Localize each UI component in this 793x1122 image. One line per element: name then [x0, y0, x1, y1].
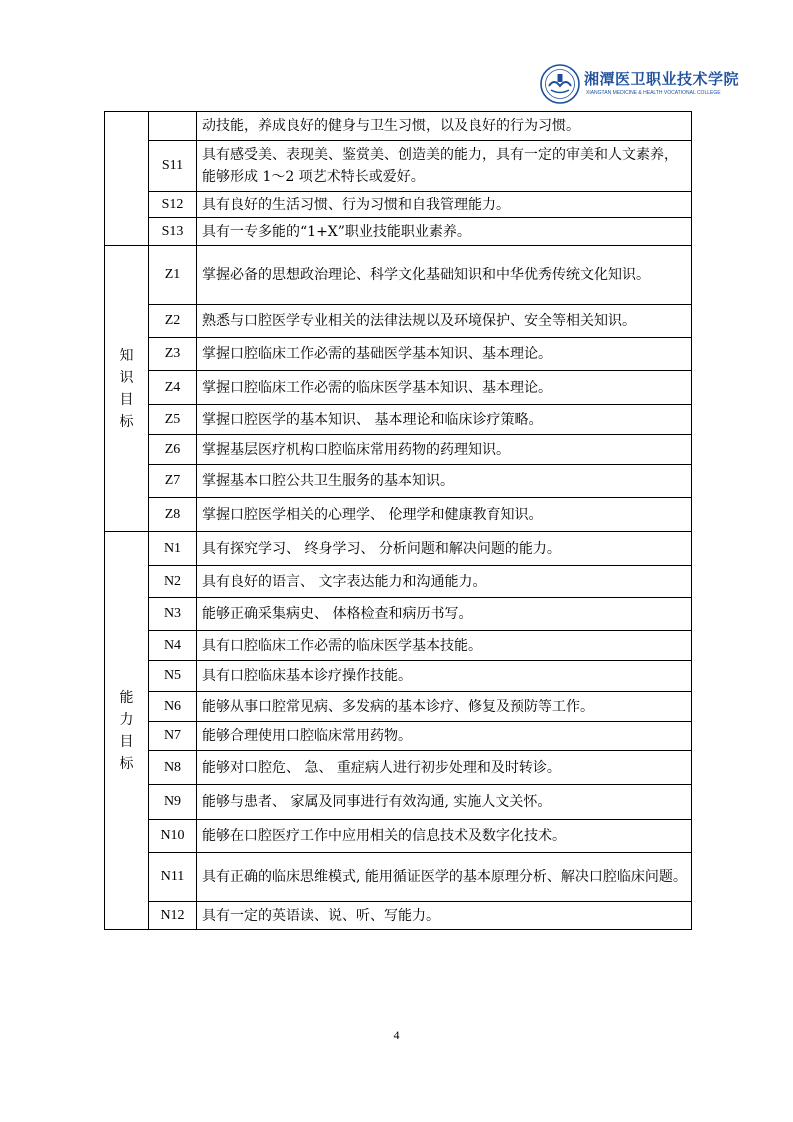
code-cell: Z2: [149, 305, 197, 338]
description-cell: 能够合理使用口腔临床常用药物。: [197, 722, 692, 751]
category-char: 知: [119, 347, 134, 364]
category-cell-knowledge: [105, 246, 149, 532]
description-cell: 具有感受美、表现美、鉴赏美、创造美的能力，具有一定的审美和人文素养，能够形成 1～2 项艺术特长或爱好。: [197, 141, 692, 192]
description-cell: 具有良好的生活习惯、行为习惯和自我管理能力。: [197, 192, 692, 218]
code-cell: Z6: [149, 435, 197, 465]
description-cell: 具有良好的语言、 文字表达能力和沟通能力。: [197, 566, 692, 598]
table-row: [105, 371, 692, 405]
table-row: [105, 305, 692, 338]
table-row: [105, 532, 692, 566]
table-row: [105, 112, 692, 141]
table-row: [105, 722, 692, 751]
description-cell: 具有正确的临床思维模式, 能用循证医学的基本原理分析、解决口腔临床问题。: [197, 853, 692, 902]
description-cell: 掌握口腔医学的基本知识、 基本理论和临床诊疗策略。: [197, 405, 692, 435]
code-cell: Z7: [149, 465, 197, 498]
college-english-name: XIANGTAN MEDICINE & HEALTH VOCATIONAL COLLEGE: [586, 90, 721, 96]
code-cell: S11: [149, 141, 197, 192]
category-char: 能: [119, 689, 134, 706]
code-cell: N4: [149, 631, 197, 661]
description-cell: 具有口腔临床基本诊疗操作技能。: [197, 661, 692, 692]
description-cell: 动技能，养成良好的健身与卫生习惯，以及良好的行为习惯。: [197, 112, 692, 141]
college-logo: [540, 64, 755, 106]
table-row: [105, 598, 692, 631]
description-cell: 能够对口腔危、 急、 重症病人进行初步处理和及时转诊。: [197, 751, 692, 785]
table-row: [105, 141, 692, 192]
table-row: [105, 435, 692, 465]
description-cell: 具有一专多能的“1+X”职业技能职业素养。: [197, 218, 692, 246]
description-cell: 掌握口腔临床工作必需的基础医学基本知识、基本理论。: [197, 338, 692, 371]
description-cell: 掌握基本口腔公共卫生服务的基本知识。: [197, 465, 692, 498]
category-char: 目: [119, 391, 134, 408]
description-cell: 掌握口腔医学相关的心理学、 伦理学和健康教育知识。: [197, 498, 692, 532]
goals-table-body: [105, 112, 692, 930]
code-cell: N11: [149, 853, 197, 902]
code-cell: Z3: [149, 338, 197, 371]
college-name: 湘潭医卫职业技术学院: [584, 70, 740, 88]
code-cell: [149, 112, 197, 141]
table-row: [105, 751, 692, 785]
table-row: [105, 218, 692, 246]
code-cell: N3: [149, 598, 197, 631]
code-cell: S13: [149, 218, 197, 246]
page-number: 4: [393, 1028, 400, 1042]
description-cell: 能够正确采集病史、 体格检查和病历书写。: [197, 598, 692, 631]
table-row: [105, 465, 692, 498]
code-cell: N12: [149, 902, 197, 930]
table-row: [105, 405, 692, 435]
description-cell: 能够在口腔医疗工作中应用相关的信息技术及数字化技术。: [197, 820, 692, 853]
table-row: [105, 692, 692, 722]
table-row: [105, 338, 692, 371]
table-row: [105, 785, 692, 820]
college-seal-icon: [540, 64, 580, 104]
category-cell-ability: [105, 532, 149, 930]
table-row: [105, 661, 692, 692]
code-cell: N5: [149, 661, 197, 692]
table-row: [105, 498, 692, 532]
code-cell: S12: [149, 192, 197, 218]
category-cell-quality: [105, 112, 149, 246]
category-char: 标: [119, 413, 134, 430]
table-row: [105, 566, 692, 598]
code-cell: N7: [149, 722, 197, 751]
code-cell: Z1: [149, 246, 197, 305]
code-cell: N1: [149, 532, 197, 566]
description-cell: 能够从事口腔常见病、多发病的基本诊疗、修复及预防等工作。: [197, 692, 692, 722]
code-cell: N2: [149, 566, 197, 598]
category-char: 标: [119, 755, 134, 772]
code-cell: Z4: [149, 371, 197, 405]
description-cell: 具有探究学习、 终身学习、 分析问题和解决问题的能力。: [197, 532, 692, 566]
category-char: 识: [119, 369, 134, 386]
code-cell: Z5: [149, 405, 197, 435]
description-cell: 掌握基层医疗机构口腔临床常用药物的药理知识。: [197, 435, 692, 465]
description-cell: 熟悉与口腔医学专业相关的法律法规以及环境保护、安全等相关知识。: [197, 305, 692, 338]
code-cell: N8: [149, 751, 197, 785]
category-char: 目: [119, 733, 134, 750]
code-cell: N9: [149, 785, 197, 820]
description-cell: 掌握必备的思想政治理论、科学文化基础知识和中华优秀传统文化知识。: [197, 246, 692, 305]
table-row: [105, 631, 692, 661]
table-row: [105, 246, 692, 305]
code-cell: N6: [149, 692, 197, 722]
code-cell: Z8: [149, 498, 197, 532]
description-cell: 具有一定的英语读、说、听、写能力。: [197, 902, 692, 930]
table-row: [105, 853, 692, 902]
category-char: 力: [119, 711, 134, 728]
code-cell: N10: [149, 820, 197, 853]
goals-table: [104, 111, 692, 930]
table-row: [105, 902, 692, 930]
description-cell: 具有口腔临床工作必需的临床医学基本技能。: [197, 631, 692, 661]
table-row: [105, 820, 692, 853]
table-row: [105, 192, 692, 218]
description-cell: 能够与患者、 家属及同事进行有效沟通, 实施人文关怀。: [197, 785, 692, 820]
description-cell: 掌握口腔临床工作必需的临床医学基本知识、基本理论。: [197, 371, 692, 405]
